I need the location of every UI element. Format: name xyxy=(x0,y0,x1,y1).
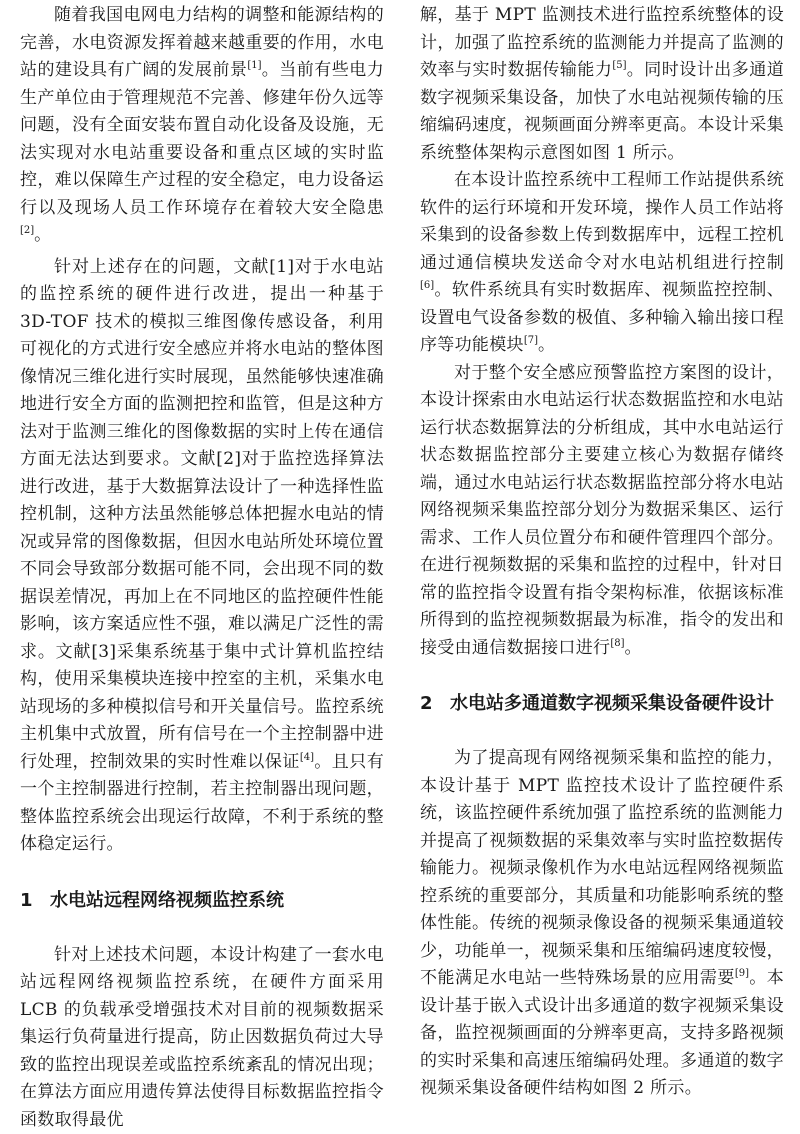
paragraph-continued xyxy=(420,2,784,167)
citation-ref: [6] xyxy=(420,280,434,291)
citation-ref: [9] xyxy=(735,968,749,979)
paragraph-text: 针对上述技术问题，本设计构建了一套水电站远程网络视频监控系统，在硬件方面采用 LCB 的负载承受增强技术对目前的视频数据采集运行负荷量进行提高，防止因数据负荷过大导致的监控出现误差或监控系统紊乱的情况出现；在算法方面应用遗传算法使得目标数据监控指令函数取得最优 xyxy=(20,945,384,1130)
paragraph-text: 在本设计监控系统中工程师工作站提供系统软件的运行环境和开发环境，操作人员工作站将采集到的设备参数上传到数据库中，远程工控机通过通信模块发送命令对水电站机组进行控制 xyxy=(420,170,784,273)
section-number: 1 xyxy=(20,885,50,916)
section-title: 水电站远程网络视频监控系统 xyxy=(50,885,284,916)
citation-ref: [8] xyxy=(610,638,624,649)
paragraph-text: 。 xyxy=(34,225,51,245)
citation-ref: [1] xyxy=(247,60,261,71)
paragraph-text: 随着我国电网电力结构的调整和能源结构的完善，水电资源发挥着越来越重要的作用，水电站的建设具有广阔的发展前景 xyxy=(20,5,384,80)
section-number: 2 xyxy=(420,688,450,719)
paragraph-text: 对于整个安全感应预警监控方案图的设计，本设计探索由水电站运行状态数据监控和水电站运行状态数据算法的分析组成，其中水电站运行状态数据监控部分主要建立核心为数据存储终端，通过水电站运行状态数据监控部分将水电站网络视频采集监控部分划分为数据采集区、运行需求、工作人员位置分布和硬件管理四个部分。在进行视频数据的采集和监控的过程中，针对日常的监控指令设置有指令架构标准，依据该标准所得到的监控视频数据最为标准，指令的发出和接受由通信数据接口进行 xyxy=(420,363,784,658)
section-heading-1 xyxy=(20,885,384,916)
citation-ref: [4] xyxy=(300,752,314,763)
paragraph-text: 。当前有些电力生产单位由于管理规范不完善、修建年份久远等问题，没有全面安装布置自动化设备及设施，无法实现对水电站重要设备和重点区域的实时监控，难以保障生产过程的安全稳定，电力设备运行以及现场人员工作环境存在着较大安全隐患 xyxy=(20,60,384,218)
paragraph-intro xyxy=(20,2,384,250)
citation-ref: [2] xyxy=(20,225,34,236)
paragraph-text: 。且只有一个主控制器进行控制，若主控制器出现问题，整体监控系统会出现运行故障，不利于系统的整体稳定运行。 xyxy=(20,752,384,855)
paragraph-text: 为了提高现有网络视频采集和监控的能力，本设计基于 MPT 监控技术设计了监控硬件系统，该监控硬件系统加强了监控系统的监测能力并提高了视频数据的采集效率与实时监控数据传输能力。视频录像机作为水电站远程网络视频监控系统的重要部分，其质量和功能影响系统的整体性能。传统的视频录像设备的视频采集通道较少，功能单一，视频采集和压缩编码速度较慢，不能满足水电站一些特殊场景的应用需要 xyxy=(420,748,784,988)
section-title: 水电站多通道数字视频采集设备硬件设计 xyxy=(450,688,774,719)
paragraph-text: 。软件系统具有实时数据库、视频监控控制、设置电气设备参数的极值、多种输入输出接口程序等功能模块 xyxy=(420,280,784,355)
paragraph-section2 xyxy=(420,745,784,1103)
paragraph-text: 。 xyxy=(538,335,555,355)
paragraph-section1 xyxy=(20,942,384,1134)
paragraph-warning-scheme xyxy=(420,360,784,663)
paragraph-text: 。 xyxy=(624,638,641,658)
paragraph-text: 。本设计基于嵌入式设计出多通道的数字视频采集设备，监控视频画面的分辨率更高，支持多路视频的实时采集和高速压缩编码处理。多通道的数字视频采集设备硬件结构如图 2 所示。 xyxy=(420,968,784,1098)
left-column xyxy=(20,2,384,1134)
paragraph-workstation xyxy=(420,167,784,360)
citation-ref: [7] xyxy=(524,335,538,346)
section-heading-2 xyxy=(420,688,784,719)
citation-ref: [5] xyxy=(612,60,626,71)
paragraph-text: 解，基于 MPT 监测技术进行监控系统整体的设计，加强了监控系统的监测能力并提高了监测的效率与实时数据传输能力 xyxy=(420,5,784,80)
paragraph-literature-review xyxy=(20,254,384,859)
right-column xyxy=(420,2,784,1103)
paragraph-text: 。同时设计出多通道数字视频采集设备，加快了水电站视频传输的压缩编码速度，视频画面分辨率更高。本设计采集系统整体架构示意图如图 1 所示。 xyxy=(420,60,784,163)
paragraph-text: 针对上述存在的问题，文献[1]对于水电站的监控系统的硬件进行改进，提出一种基于 3D-TOF 技术的模拟三维图像传感设备，利用可视化的方式进行安全感应并将水电站的整体图像情况三维化进行实时展现，虽然能够快速准确地进行安全方面的监测把控和监管，但是这种方法对于监测三维化的图像数据的实时上传在通信方面无法达到要求。文献[2]对于监控选择算法进行改进，基于大数据算法设计了一种选择性监控机制，这种方法虽然能够总体把握水电站的情况或异常的图像数据，但因水电站所处环境位置不同会导致部分数据可能不同，会出现不同的数据误差情况，再加上在不同地区的监控硬件性能影响，该方案适应性不强，难以满足广泛性的需求。文献[3]采集系统基于集中式计算机监控结构，使用采集模块连接中控室的主机，采集水电站现场的多种模拟信号和开关量信号。监控系统主机集中式放置，所有信号在一个主控制器中进行处理，控制效果的实时性难以保证 xyxy=(20,257,384,772)
